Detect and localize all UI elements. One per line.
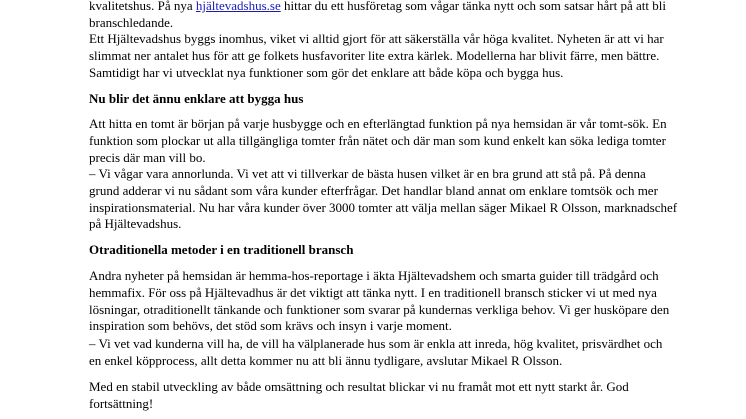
intro-line-2: branschledande. [89,14,174,30]
intro-paragraph [89,0,689,32]
paragraph-website-news [89,268,689,335]
text-line: Ett Hjältevadshus byggs inomhus, viket vi alltid gjort för att säkerställa vår höga kvalitet. Nyheten är att vi har [89,31,664,46]
text-line: – Vi vet vad kunderna vill ha, de vill ha välplanerade hus som är enkla att inreda, hög kvalitet, prisvärdhet och [89,336,663,351]
paragraph-outlook [89,379,689,413]
paragraph-quote-marketing [89,166,689,233]
heading-easier-to-build: Nu blir det ännu enklare att bygga hus [89,91,304,106]
text-line: lösningar, otraditionellt tänkande och funktioner som svarar på kundernas verkliga behov. Vi ger husköpare den [89,301,670,317]
text-line: Med en stabil utveckling av både omsättning och resultat blickar vi nu framåt mot ett nytt starkt år. God [89,379,629,394]
paragraph-plot-search [89,116,689,166]
text-line: på Hjältevadshus. [89,216,182,232]
paragraph-quote-closing [89,336,689,370]
text-line: inspirationsmaterial. Nu har våra kunder över 3000 tomter att välja mellan säger Mikael R Olsson, marknadschef [89,199,678,215]
text-line: funktion som plockar ut alla tillgängliga tomter från nätet och där man som kund enkelt kan söka lediga tomter [89,132,666,148]
intro-line-1: kvalitetshus. På nya hjältevadshus.se hittar du ett husföretag som vågar tänka nytt och som satsar hårt på att bli [89,0,666,13]
heading-untraditional-methods: Otraditionella metoder i en traditionell bransch [89,242,354,257]
text-line: precis där man vill bo. [89,149,206,165]
text-line: en enkel köpprocess, allt detta kommer nu att bli ännu tydligare, avslutar Mikael R Olsson. [89,352,563,368]
text-line: – Vi vågar vara annorlunda. Vi vet att vi tillverkar de bästa husen vilket är en bra grund att stå på. På denna [89,166,646,181]
text-line: Andra nyheter på hemsidan är hemma-hos-reportage i äkta Hjältevadshem och smarta guider till trädgård och [89,268,659,283]
text-line: grund adderar vi nu sådant som våra kunder efterfrågar. Det handlar bland annat om enklare tomtsök och mer [89,182,658,198]
paragraph-indoor-building [89,31,689,81]
text-line: Samtidigt har vi utvecklat nya funktioner som gör det enklare att både köpa och bygga hus. [89,64,564,80]
text-line: fortsättning! [89,395,154,411]
text-line: hemmafix. För oss på Hjältevadhus är det viktigt att tänka nytt. I en traditionell bransch sticker vi ut med nya [89,284,657,300]
text-line: slimmat ner antalet hus för att ge folkets husfavoriter lite extra kärlek. Modellerna har blivit färre, men bättre. [89,47,660,63]
text-line: Att hitta en tomt är början på varje husbygge och en efterlängtad funktion på nya hemsidan är vår tomt-sök. En [89,116,667,131]
website-link[interactable]: hjältevadshus.se [195,0,281,13]
text-line: inspiration som behövs, det stöd som krävs och insyn i varje moment. [89,318,452,334]
